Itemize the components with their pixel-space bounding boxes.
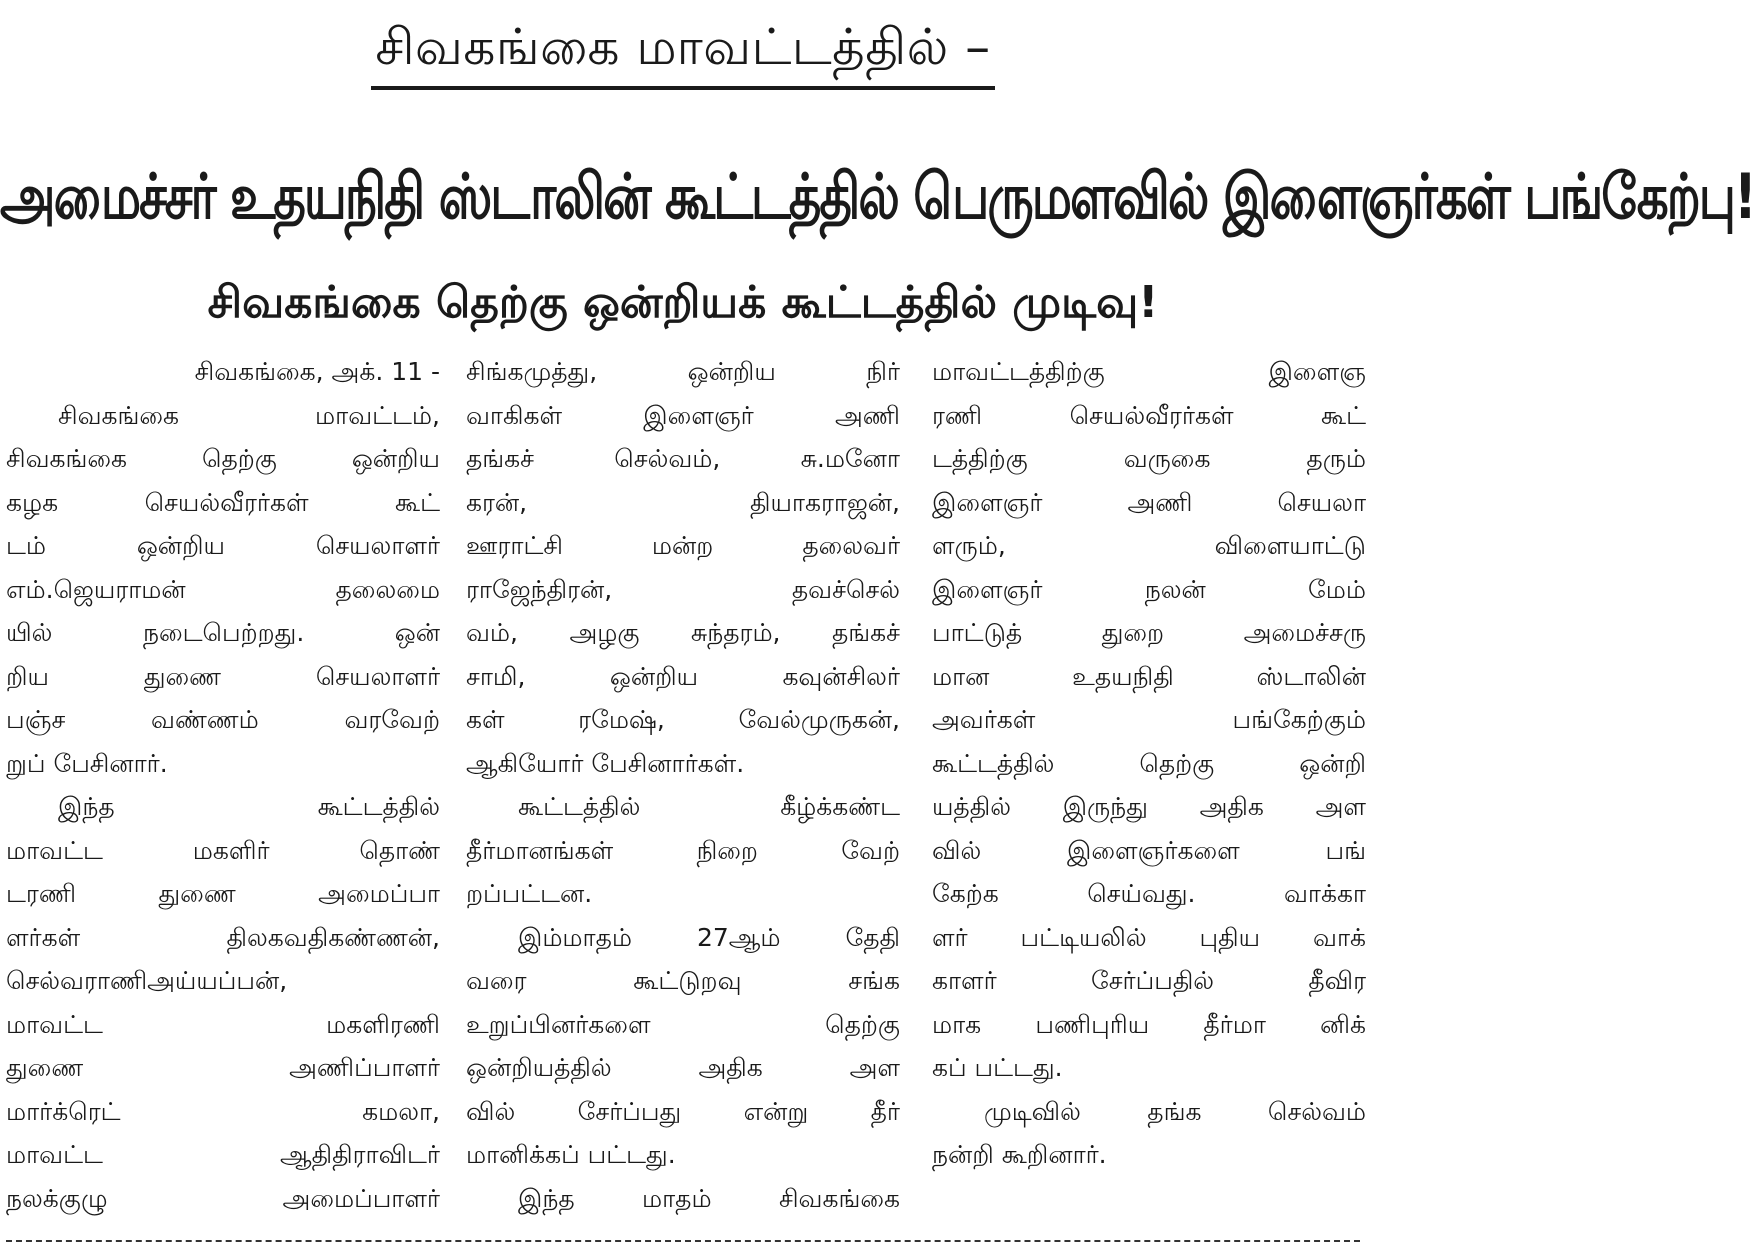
body-line: நலக்குழு அமைப்பாளர் xyxy=(6,1183,440,1213)
body-line: டம் ஒன்றிய செயலாளர் xyxy=(6,531,440,560)
body-line: உறுப்பினர்களை தெற்கு xyxy=(466,1009,900,1039)
body-line: இந்த கூட்டத்தில் xyxy=(58,792,440,821)
article-kicker xyxy=(0,12,1366,90)
bottom-dashed-divider xyxy=(6,1240,1360,1242)
body-line: சிவகங்கை தெற்கு ஒன்றிய xyxy=(6,444,440,473)
body-line: முடிவில் தங்க செல்வம் xyxy=(984,1096,1366,1126)
body-line: மாவட்ட ஆதிதிராவிடர் xyxy=(6,1140,440,1169)
body-line: ஊராட்சி மன்ற தலைவர் xyxy=(466,531,900,560)
body-line: றப்பட்டன. xyxy=(466,879,593,908)
body-line: அவர்கள் பங்கேற்கும் xyxy=(932,705,1366,734)
body-line: செல்வராணிஅய்யப்பன், xyxy=(6,966,288,995)
body-line: கழக செயல்வீரர்கள் கூட் xyxy=(6,487,440,517)
body-line: ளர் பட்டியலில் புதிய வாக் xyxy=(932,922,1366,952)
body-line: இளைஞர் அணி செயலா xyxy=(932,487,1366,517)
article-headline: அமைச்சர் உதயநிதி ஸ்டாலின் கூட்டத்தில் பெருமளவில் இளைஞர்கள் பங்கேற்பு! xyxy=(0,160,1755,233)
kicker-text: சிவகங்கை மாவட்டத்தில் – xyxy=(371,12,994,90)
body-line: எம்.ஜெயராமன் தலைமை xyxy=(6,574,440,604)
body-line: மாவட்டத்திற்கு இளைஞ xyxy=(932,357,1366,386)
body-line: வம், அழகு சுந்தரம், தங்கச் xyxy=(466,618,900,647)
body-line: இம்மாதம் 27ஆம் தேதி xyxy=(518,922,900,952)
article-subheadline: சிவகங்கை தெற்கு ஒன்றியக் கூட்டத்தில் முடிவு! xyxy=(207,277,1159,328)
article-column-3 xyxy=(932,350,1366,1177)
body-line: யில் நடைபெற்றது. ஒன் xyxy=(6,618,440,647)
body-line: கள் ரமேஷ், வேல்முருகன், xyxy=(466,705,900,734)
body-line: காளர் சேர்ப்பதில் தீவிர xyxy=(932,966,1366,995)
dateline: சிவகங்கை, அக். 11 - xyxy=(194,357,440,386)
body-line: சிவகங்கை மாவட்டம், xyxy=(58,400,440,430)
body-line: கேற்க செய்வது. வாக்கா xyxy=(932,879,1366,908)
body-line: பஞ்ச வண்ணம் வரவேற் xyxy=(6,705,440,734)
body-line: றுப் பேசினார். xyxy=(6,748,168,778)
body-line: நன்றி கூறினார். xyxy=(932,1140,1107,1169)
body-line: தங்கச் செல்வம், சு.மனோ xyxy=(466,444,900,473)
body-line: மானிக்கப் பட்டது. xyxy=(466,1140,676,1169)
body-line: மாவட்ட மகளிர் தொண் xyxy=(6,835,440,865)
body-line: ளரும், விளையாட்டு xyxy=(932,531,1366,560)
body-line: கப் பட்டது. xyxy=(932,1053,1063,1082)
body-line: ராஜேந்திரன், தவச்செல் xyxy=(466,574,900,604)
body-line: கூட்டத்தில் தெற்கு ஒன்றி xyxy=(932,748,1366,778)
article-column-1 xyxy=(6,350,440,1220)
body-line: டத்திற்கு வருகை தரும் xyxy=(932,444,1366,473)
body-line: ரணி செயல்வீரர்கள் கூட் xyxy=(932,400,1366,430)
body-line: தீர்மானங்கள் நிறை வேற் xyxy=(466,835,900,865)
body-line: ஆகியோர் பேசினார்கள். xyxy=(466,748,745,778)
body-line: ஒன்றியத்தில் அதிக அள xyxy=(466,1053,900,1082)
body-line: மார்க்ரெட் கமலா, xyxy=(6,1096,440,1126)
body-line: பாட்டுத் துறை அமைச்சரு xyxy=(932,618,1366,647)
body-line: கரன், தியாகராஜன், xyxy=(466,487,900,517)
body-line: சாமி, ஒன்றிய கவுன்சிலர் xyxy=(466,661,900,691)
body-line: மாக பணிபுரிய தீர்மா னிக் xyxy=(932,1009,1366,1039)
body-line: வில் சேர்ப்பது என்று தீர் xyxy=(466,1096,900,1126)
body-line: வாகிகள் இளைஞர் அணி xyxy=(466,400,900,430)
body-line: றிய துணை செயலாளர் xyxy=(6,661,440,691)
body-line: கூட்டத்தில் கீழ்க்கண்ட xyxy=(518,792,900,821)
body-line: மான உதயநிதி ஸ்டாலின் xyxy=(932,661,1366,691)
article-column-2 xyxy=(466,350,900,1220)
body-line: இந்த மாதம் சிவகங்கை xyxy=(518,1183,900,1213)
body-line: மாவட்ட மகளிரணி xyxy=(6,1009,440,1039)
body-line: இளைஞர் நலன் மேம் xyxy=(932,574,1366,604)
body-line: டரணி துணை அமைப்பா xyxy=(6,879,440,908)
body-line: துணை அணிப்பாளர் xyxy=(6,1053,440,1082)
body-line: ளர்கள் திலகவதிகண்ணன், xyxy=(6,922,440,952)
body-line: வரை கூட்டுறவு சங்க xyxy=(466,966,900,995)
body-line: வில் இளைஞர்களை பங் xyxy=(932,835,1366,865)
body-line: சிங்கமுத்து, ஒன்றிய நிர் xyxy=(466,357,900,386)
body-line: யத்தில் இருந்து அதிக அள xyxy=(932,792,1366,821)
